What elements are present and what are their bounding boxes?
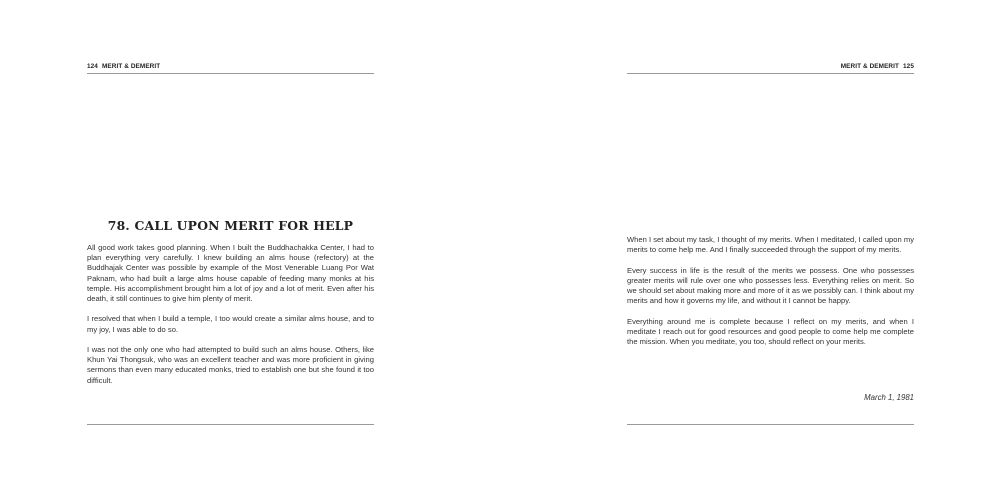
paragraph: When I set about my task, I thought of my merits. When I meditated, I called upon my merits to come help me. And I finally succeeded through the support of my merits.	[627, 235, 914, 255]
left-top-rule	[87, 73, 374, 74]
right-running-head-title: MERIT & DEMERIT	[840, 63, 900, 70]
right-running-head	[627, 63, 914, 71]
paragraph: All good work takes good planning. When I built the Buddhachakka Center, I had to plan everything very carefully. I knew building an alms house (refectory) at the Buddhajak Center was possible by example of the Most Venerable Luang Por Wat Paknam, who had built a large alms house capable of feeding many monks at his temple. His accomplishment brought him a lot of joy and a lot of merit. Even after his death, it still continues to give him plenty of merit.	[87, 243, 374, 304]
right-page-number: 125	[903, 63, 914, 70]
left-running-head	[87, 63, 374, 71]
paragraph: I was not the only one who had attempted to build such an alms house. Others, like Khun Yai Thongsuk, who was an excellent teacher and was more proficient in giving sermons than even many educated monks, tried to establish one but she found it too difficult.	[87, 345, 374, 385]
right-page	[627, 0, 914, 500]
left-page-number: 124	[87, 63, 98, 70]
paragraph: Everything around me is complete because I reflect on my merits, and when I meditate I reach out for good resources and good people to come help me complete the mission. When you meditate, you too, should reflect on your merits.	[627, 316, 914, 346]
right-body-text	[627, 235, 914, 357]
paragraph: Every success in life is the result of the merits we possess. One who possesses greater merits will rule over one who possesses less. Everything relies on merit. So we should set about making more and more of it as we possibly can. I think about my merits and how it governs my life, and without it I cannot be happy.	[627, 265, 914, 306]
chapter-title: 78. CALL UPON MERIT FOR HELP	[107, 218, 354, 233]
signoff-date: March 1, 1981	[864, 393, 914, 402]
left-body-text	[87, 243, 374, 396]
paragraph: I resolved that when I build a temple, I too would create a similar alms house, and to my joy, I was able to do so.	[87, 314, 374, 334]
right-bottom-rule	[627, 424, 914, 425]
left-page	[87, 0, 374, 500]
left-running-head-title: MERIT & DEMERIT	[101, 63, 161, 70]
right-top-rule	[627, 73, 914, 74]
left-bottom-rule	[87, 424, 374, 425]
